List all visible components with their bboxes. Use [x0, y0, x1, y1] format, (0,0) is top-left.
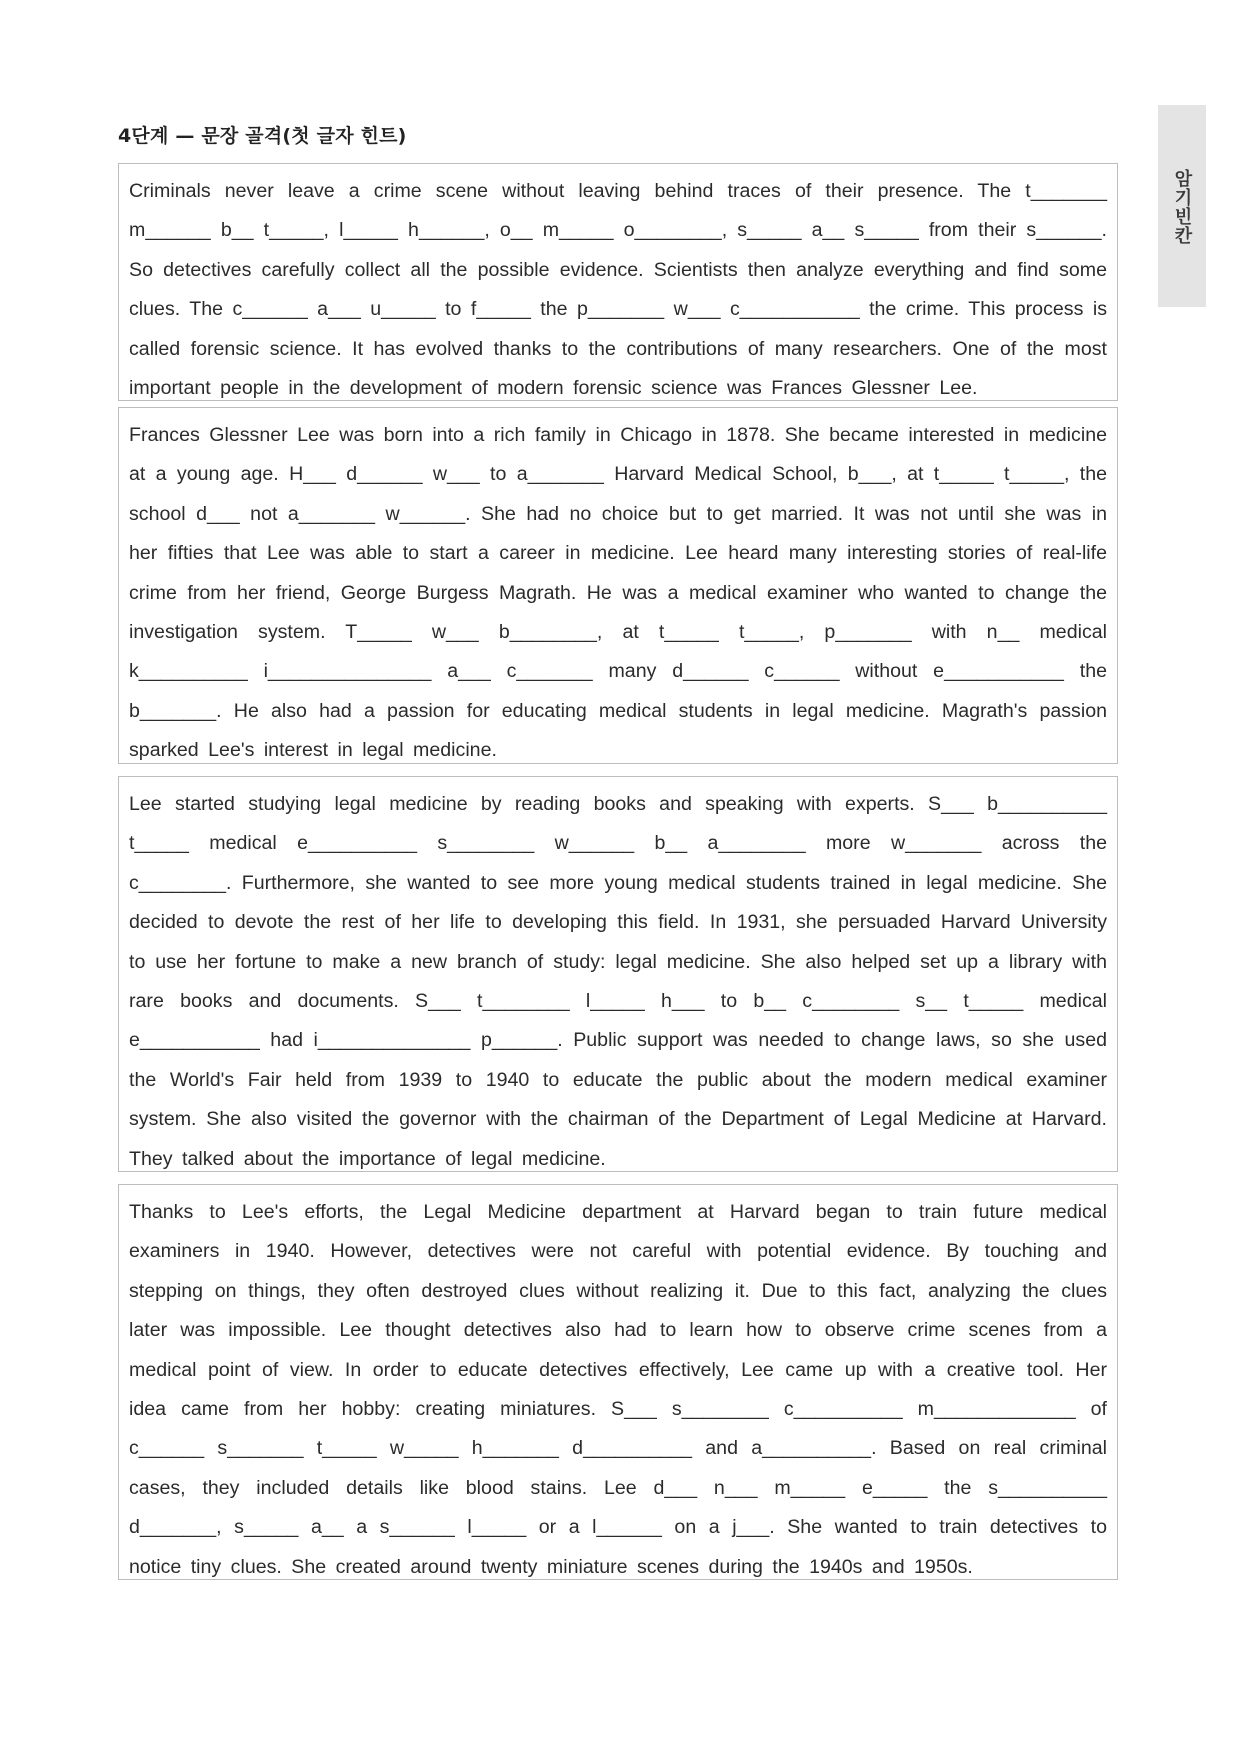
page-title: 4단계 — 문장 골격(첫 글자 힌트)	[118, 125, 407, 147]
passage-box-2: Frances Glessner Lee was born into a rich family in Chicago in 1878. She became interested in medicine at a young age. H___ d______ w___ to a_______ Harvard Medical School, b___, at t_____ t_____, the school d___ not a_______ w______. She had no choice but to get married. It was not until she was in her fifties that Lee was able to start a career in medicine. Lee heard many interesting stories of real-life crime from her friend, George Burgess Magrath. He was a medical examiner who wanted to change the investigation system. T_____ w___ b________, at t_____ t_____, p_______ with n__ medical k__________ i_______________ a___ c_______ many d______ c______ without e___________ the b_______. He also had a passion for educating medical students in legal medicine. Magrath's passion sparked Lee's interest in legal medicine.	[118, 407, 1118, 764]
passage-box-1: Criminals never leave a crime scene without leaving behind traces of their presence. The t_______ m______ b__ t_____, l_____ h______, o__ m_____ o________, s_____ a__ s_____ from their s______. So detectives carefully collect all the possible evidence. Scientists then analyze everything and find some clues. The c______ a___ u_____ to f_____ the p_______ w___ c___________ the crime. This process is called forensic science. It has evolved thanks to the contributions of many researchers. One of the most important people in the development of modern forensic science was Frances Glessner Lee.	[118, 163, 1118, 401]
side-tab	[1158, 105, 1206, 307]
passage-box-4: Thanks to Lee's efforts, the Legal Medicine department at Harvard began to train future medical examiners in 1940. However, detectives were not careful with potential evidence. By touching and stepping on things, they often destroyed clues without realizing it. Due to this fact, analyzing the clues later was impossible. Lee thought detectives also had to learn how to observe crime scenes from a medical point of view. In order to educate detectives effectively, Lee came up with a creative tool. Her idea came from her hobby: creating miniatures. S___ s________ c__________ m_____________ of c______ s_______ t_____ w_____ h_______ d__________ and a__________. Based on real criminal cases, they included details like blood stains. Lee d___ n___ m_____ e_____ the s__________ d_______, s_____ a__ a s______ l_____ or a l______ on a j___. She wanted to train detectives to notice tiny clues. She created around twenty miniature scenes during the 1940s and 1950s.	[118, 1184, 1118, 1580]
passage-box-3: Lee started studying legal medicine by reading books and speaking with experts. S___ b__________ t_____ medical e__________ s________ w______ b__ a________ more w_______ across the c________. Furthermore, she wanted to see more young medical students trained in legal medicine. She decided to devote the rest of her life to developing this field. In 1931, she persuaded Harvard University to use her fortune to make a new branch of study: legal medicine. She also helped set up a library with rare books and documents. S___ t________ l_____ h___ to b__ c________ s__ t_____ medical e___________ had i______________ p______. Public support was needed to change laws, so she used the World's Fair held from 1939 to 1940 to educate the public about the modern medical examiner system. She also visited the governor with the chairman of the Department of Legal Medicine at Harvard. They talked about the importance of legal medicine.	[118, 776, 1118, 1172]
side-tab-label: 암기빈칸	[1171, 169, 1193, 245]
